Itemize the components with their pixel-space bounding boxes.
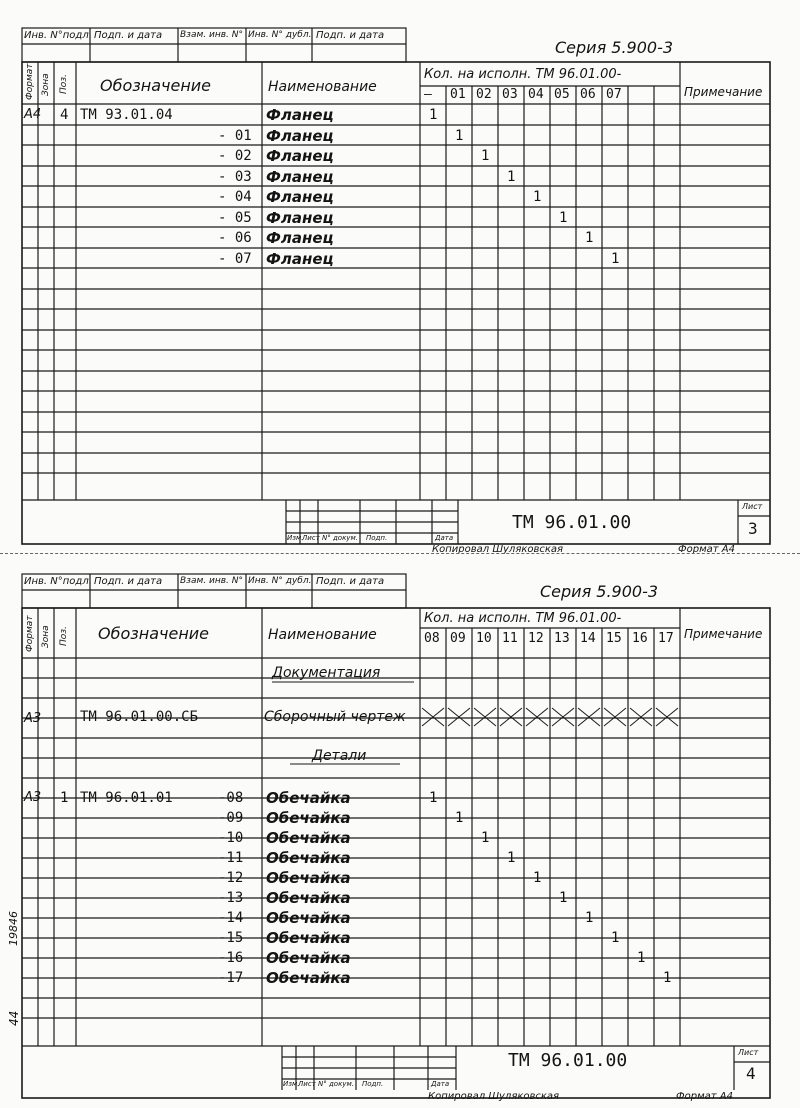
- row-name: Обечайка: [266, 909, 351, 927]
- variant-header: 04: [528, 87, 544, 102]
- stamp-field-dubl: Инв. N° дубл.: [248, 576, 312, 586]
- row-qty: 1: [559, 209, 568, 226]
- section-parts: Детали: [312, 748, 367, 764]
- variant-header: 02: [476, 87, 492, 102]
- row-qty: 1: [611, 250, 620, 267]
- variant-header: 14: [580, 631, 596, 646]
- variant-header: 06: [580, 87, 596, 102]
- row-qty: 1: [559, 890, 568, 906]
- header-pos: Поз.: [59, 74, 69, 94]
- row-variant-suffix: -14: [218, 910, 244, 926]
- row-qty: 1: [481, 148, 490, 164]
- doc-row-format: А3: [24, 711, 42, 726]
- row-qty: 1: [429, 790, 438, 806]
- row-qty: 1: [611, 930, 620, 946]
- variant-header: —: [424, 87, 432, 102]
- header-note: Примечание: [684, 85, 763, 99]
- format-label: Формат А4: [678, 544, 735, 555]
- stamp-field-podp-date-2: Подп. и дата: [316, 576, 385, 587]
- row-name: Фланец: [266, 147, 334, 165]
- row-name: Фланец: [266, 249, 334, 268]
- variant-header: 13: [554, 631, 570, 646]
- header-note: Примечание: [684, 627, 763, 641]
- row-qty: 1: [455, 810, 464, 826]
- variant-header: 12: [528, 631, 544, 646]
- tb-sheet-number: 4: [746, 1064, 756, 1083]
- tb-label-doc: N° докум.: [318, 1080, 354, 1088]
- doc-row-designation: ТМ 96.01.00.СБ: [80, 709, 199, 725]
- row-qty: 1: [507, 850, 516, 866]
- row-name: Фланец: [266, 229, 334, 247]
- stamp-field-vzam: Взам. инв. N°: [180, 30, 243, 40]
- row-qty: 1: [637, 950, 646, 966]
- tb-label-date: Дата: [431, 1080, 450, 1088]
- stamp-field-inv-podl: Инв. N°подл.: [24, 576, 92, 587]
- row-qty: 1: [481, 830, 490, 846]
- header-name: Наименование: [268, 627, 377, 643]
- sheet-2: [0, 554, 800, 1108]
- row-variant-suffix: - 01: [218, 127, 252, 144]
- row-name: Обечайка: [266, 929, 351, 947]
- header-designation: Обозначение: [100, 76, 212, 95]
- format-label: Формат А4: [676, 1091, 733, 1102]
- row-variant-suffix: -17: [218, 970, 244, 986]
- header-qty: Кол. на исполн. ТМ 96.01.00-: [424, 67, 622, 82]
- row-name: Обечайка: [266, 949, 351, 967]
- row-format: А3: [24, 790, 42, 805]
- row-qty: 1: [533, 189, 542, 205]
- row-qty: 1: [585, 230, 594, 246]
- row-variant-suffix: -15: [218, 930, 244, 946]
- section-documentation: Документация: [272, 665, 381, 681]
- variant-header: 16: [632, 631, 648, 646]
- header-pos: Поз.: [59, 626, 69, 646]
- variant-header: 03: [502, 87, 518, 102]
- row-position: 1: [60, 790, 69, 806]
- variant-header: 09: [450, 631, 466, 646]
- variant-header: 17: [658, 631, 674, 646]
- stamp-field-podp-date-2: Подп. и дата: [316, 30, 385, 41]
- row-qty: 1: [585, 910, 594, 926]
- row-variant-suffix: -10: [218, 830, 244, 846]
- header-zone: Зона: [41, 73, 51, 96]
- tb-label-podp: Подп.: [366, 534, 388, 542]
- row-variant-suffix: -11: [218, 850, 244, 866]
- header-qty: Кол. на исполн. ТМ 96.01.00-: [424, 611, 622, 626]
- row-qty: 1: [663, 970, 672, 986]
- variant-header: 05: [554, 87, 570, 102]
- row-qty: 1: [455, 127, 464, 144]
- header-name: Наименование: [268, 79, 377, 95]
- row-name: Фланец: [266, 208, 334, 227]
- row-name: Обечайка: [266, 829, 351, 847]
- row-name: Обечайка: [266, 809, 351, 827]
- stamp-field-podp-date: Подп. и дата: [94, 576, 163, 587]
- tb-doc-number: ТМ 96.01.00: [508, 1050, 628, 1071]
- row-variant-suffix: - 02: [218, 148, 252, 164]
- tb-sheet-number: 3: [748, 519, 758, 538]
- row-name: Обечайка: [266, 889, 351, 907]
- variant-header: 10: [476, 631, 492, 646]
- variant-header: 08: [424, 631, 440, 646]
- row-designation: ТМ 93.01.04: [80, 107, 173, 123]
- side-mark: 19846: [7, 911, 20, 946]
- tb-label-list: Лист: [302, 534, 320, 542]
- stamp-field-dubl: Инв. N° дубл.: [248, 30, 312, 40]
- stamp-field-inv-podl: Инв. N°подл.: [24, 30, 92, 41]
- variant-header: 15: [606, 631, 622, 646]
- row-designation: ТМ 96.01.01: [80, 790, 173, 806]
- variant-header: 07: [606, 87, 622, 102]
- row-format: А4: [24, 107, 42, 122]
- row-variant-suffix: -08: [218, 790, 244, 806]
- row-name: Фланец: [266, 188, 334, 206]
- row-variant-suffix: -12: [218, 870, 244, 886]
- row-name: Фланец: [266, 106, 334, 124]
- row-qty: 1: [507, 168, 516, 185]
- row-variant-suffix: -16: [218, 950, 244, 966]
- header-designation: Обозначение: [98, 624, 210, 643]
- stamp-field-vzam: Взам. инв. N°: [180, 576, 243, 586]
- variant-header: 01: [450, 87, 466, 102]
- row-variant-suffix: - 04: [218, 189, 252, 205]
- header-zone: Зона: [41, 625, 51, 648]
- side-number: 44: [7, 1010, 21, 1026]
- variant-header: 11: [502, 631, 518, 646]
- row-qty: 1: [429, 107, 438, 123]
- row-name: Обечайка: [266, 869, 351, 887]
- row-position: 4: [60, 107, 69, 123]
- row-name: Обечайка: [266, 969, 351, 987]
- copied-by: Копировал Шулякoвская: [432, 544, 564, 555]
- tb-label-date: Дата: [435, 534, 454, 542]
- row-variant-suffix: - 05: [218, 209, 252, 226]
- header-format: Формат: [25, 63, 35, 100]
- tb-label-podp: Подп.: [362, 1080, 384, 1088]
- tb-label-izm: Изм.: [287, 534, 304, 542]
- header-format: Формат: [25, 615, 35, 652]
- row-variant-suffix: -09: [218, 810, 244, 826]
- tb-label-doc: N° докум.: [322, 534, 358, 542]
- tb-label-list: Лист: [298, 1080, 316, 1088]
- row-name: Фланец: [266, 126, 334, 145]
- row-variant-suffix: - 07: [218, 250, 252, 267]
- doc-row-name: Сборочный чертеж: [264, 709, 406, 725]
- row-name: Обечайка: [266, 789, 351, 807]
- stamp-field-podp-date: Подп. и дата: [94, 30, 163, 41]
- row-qty: 1: [533, 870, 542, 886]
- row-name: Обечайка: [266, 849, 351, 867]
- row-variant-suffix: - 06: [218, 230, 252, 246]
- row-name: Фланец: [266, 167, 334, 186]
- series-label: Серия 5.900-3: [555, 38, 674, 57]
- series-label: Серия 5.900-3: [540, 582, 659, 601]
- copied-by: Копировал Шулякoвская: [428, 1091, 560, 1102]
- tb-sheet-label: Лист: [738, 1048, 759, 1057]
- row-variant-suffix: - 03: [218, 168, 252, 185]
- tb-label-izm: Изм.: [283, 1080, 300, 1088]
- row-variant-suffix: -13: [218, 890, 244, 906]
- tb-sheet-label: Лист: [742, 502, 763, 511]
- tb-doc-number: ТМ 96.01.00: [512, 512, 632, 533]
